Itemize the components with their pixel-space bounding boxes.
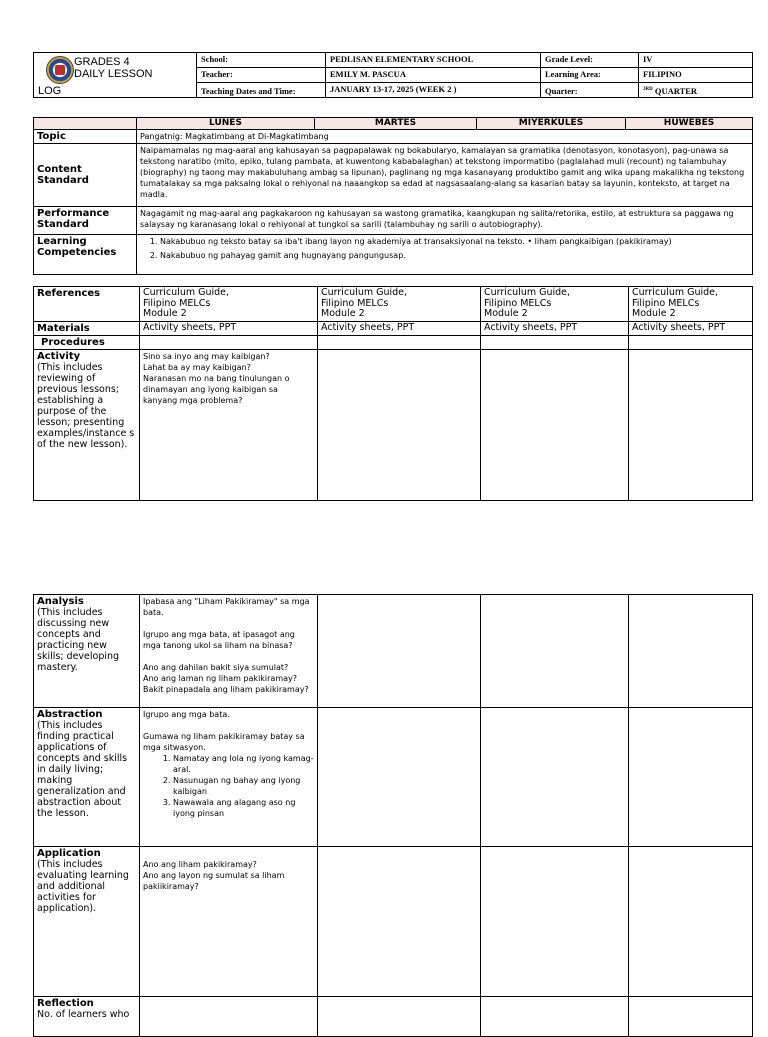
materials-label: Materials bbox=[34, 321, 140, 335]
day-header-martes: MARTES bbox=[315, 118, 477, 130]
abstraction-desc: (This includes finding practical applications of concepts and skills in daily living; making generalization and abstraction about the lesson. bbox=[37, 720, 128, 819]
procedures-label: Procedures bbox=[34, 335, 140, 349]
title-block bbox=[34, 53, 197, 98]
content-standard-value: Naipamamalas ng mag-aaral ang kahusayan sa pagpapalawak ng bokabularyo, kamalayan sa gramatika (denotasyon, konotasyon), pag-unawa sa tekstong naratibo (mito, epiko, tulang pambata, at kuwentong kababalaghan) at tekstong impormatibo (paglalahad muli (recount) ng talambuhay (biography) ng taong may makabuluhang ambag sa lipunan), paglinang ng mga kasanayang produktibo gamit ang wika upang makalikha ng tekstong tumatalakay sa mga paksaing lokal o rehiyonal na naaangkop sa edad at nagsasaalang-alang sa kasarian batay sa layunin, konteksto, at target na madla. bbox=[137, 144, 753, 207]
topic-label: Topic bbox=[34, 130, 137, 144]
day-header-huwebes: HUWEBES bbox=[626, 118, 753, 130]
reflection-label-cell bbox=[34, 997, 140, 1037]
day-header-blank bbox=[34, 118, 137, 130]
title-line1: GRADES 4 bbox=[74, 56, 130, 68]
references-cell: Curriculum Guide, Filipino MELCs Module 2 bbox=[481, 287, 629, 322]
header-table bbox=[33, 52, 753, 98]
title-line2: DAILY LESSON bbox=[74, 68, 153, 80]
reflection-desc: No. of learners who bbox=[37, 1009, 130, 1020]
situation-item: 3. Nawawala ang alagang aso ng iyong pinsan bbox=[173, 797, 314, 819]
application-desc: (This includes evaluating learning and additional activities for application). bbox=[37, 859, 129, 914]
grade-value: IV bbox=[639, 53, 753, 68]
deped-seal-icon bbox=[46, 56, 74, 84]
analysis-label-cell bbox=[34, 595, 140, 708]
references-label: References bbox=[34, 287, 140, 322]
abstraction-lunes: Igrupo ang mga bata. Gumawa ng liham pakikiramay batay sa mga sitwasyon. 1. Namatay ang lola ng iyong kamag-aral. 2. Nasunugan ng bahay ang iyong kaibigan 3. Nawawala ang alagang aso ng iyong pinsan bbox=[140, 708, 318, 847]
procedures-table-continued bbox=[33, 594, 753, 1037]
situation-item: 2. Nasunugan ng bahay ang iyong kaibigan bbox=[173, 775, 314, 797]
grade-label: Grade Level: bbox=[541, 53, 639, 68]
activity-lunes: Sino sa inyo ang may kaibigan? Lahat ba ay may kaibigan? Naranasan mo na bang tinulungan o dinamayan ang iyong kaibigan sa kanyang mga problema? bbox=[140, 349, 318, 500]
performance-standard-label: Performance Standard bbox=[34, 207, 137, 235]
analysis-label: Analysis bbox=[37, 596, 84, 607]
competency-item: 2. Nakabubuo ng pahayag gamit ang hugnayang pangungusap. bbox=[160, 250, 749, 261]
materials-cell: Activity sheets, PPT bbox=[629, 321, 753, 335]
learning-competencies-value bbox=[137, 235, 753, 275]
quarter-value bbox=[639, 83, 753, 98]
area-value: FILIPINO bbox=[639, 68, 753, 83]
school-label: School: bbox=[197, 53, 326, 68]
topic-value: Pangatnig: Magkatimbang at Di-Magkatimbang bbox=[137, 130, 753, 144]
teacher-label: Teacher: bbox=[197, 68, 326, 83]
abstraction-label: Abstraction bbox=[37, 709, 103, 720]
analysis-desc: (This includes discussing new concepts and practicing new skills; developing mastery. bbox=[37, 607, 120, 673]
procedures-table bbox=[33, 286, 753, 501]
analysis-lunes: Ipabasa ang "Liham Pakikiramay" sa mga bata. Igrupo ang mga bata, at ipasagot ang mga tanong ukol sa liham na binasa? Ano ang dahilan bakit siya sumulat? Ano ang laman ng liham pakikiramay? Bakit pinapadala ang liham pakikiramay? bbox=[140, 595, 318, 708]
application-lunes: Ano ang liham pakikiramay? Ano ang layon ng sumulat sa liham pakiikiramay? bbox=[140, 847, 318, 997]
competency-item: 1. Nakabubuo ng teksto batay sa iba't ibang layon ng akademiya at transaksiyonal na teksto. • liham pangkaibigan (pakikiramay) bbox=[160, 236, 749, 247]
learning-competencies-label: Learning Competencies bbox=[34, 235, 137, 275]
school-value: PEDLISAN ELEMENTARY SCHOOL bbox=[326, 53, 541, 68]
dates-value: JANUARY 13-17, 2025 (WEEK 2 ) bbox=[326, 83, 541, 98]
quarter-label: Quarter: bbox=[541, 83, 639, 98]
activity-label-cell bbox=[34, 349, 140, 500]
standards-table bbox=[33, 117, 753, 275]
materials-cell: Activity sheets, PPT bbox=[318, 321, 481, 335]
area-label: Learning Area: bbox=[541, 68, 639, 83]
activity-label: Activity bbox=[37, 350, 81, 362]
title-line3: LOG bbox=[38, 85, 62, 97]
references-cell: Curriculum Guide, Filipino MELCs Module 2 bbox=[629, 287, 753, 322]
quarter-sup: 3RD bbox=[643, 87, 653, 93]
dates-label: Teaching Dates and Time: bbox=[197, 83, 326, 98]
materials-cell: Activity sheets, PPT bbox=[140, 321, 318, 335]
references-cell: Curriculum Guide, Filipino MELCs Module 2 bbox=[140, 287, 318, 322]
day-header-miyerkules: MIYERKULES bbox=[477, 118, 626, 130]
performance-standard-value: Nagagamit ng mag-aaral ang pagkakaroon ng kahusayan sa wastong gramatika, kaangkupan ng salita/retorika, estilo, at estruktura sa paggawa ng salaysay ng karanasang lokal o rehiyonal at tungkol sa sarili (talambuhay ng sarili o autobiography). bbox=[137, 207, 753, 235]
teacher-value: EMILY M. PASCUA bbox=[326, 68, 541, 83]
content-standard-label: Content Standard bbox=[34, 144, 137, 207]
activity-desc: (This includes reviewing of previous lessons; establishing a purpose of the lesson; presenting examples/instance s of the new lesson). bbox=[37, 361, 135, 450]
day-header-lunes: LUNES bbox=[137, 118, 315, 130]
situation-item: 1. Namatay ang lola ng iyong kamag-aral. bbox=[173, 753, 314, 775]
abstraction-label-cell bbox=[34, 708, 140, 847]
quarter-text: QUARTER bbox=[654, 86, 698, 96]
application-label: Application bbox=[37, 848, 101, 859]
reflection-label: Reflection bbox=[37, 998, 94, 1009]
materials-cell: Activity sheets, PPT bbox=[481, 321, 629, 335]
application-label-cell bbox=[34, 847, 140, 997]
references-cell: Curriculum Guide, Filipino MELCs Module 2 bbox=[318, 287, 481, 322]
